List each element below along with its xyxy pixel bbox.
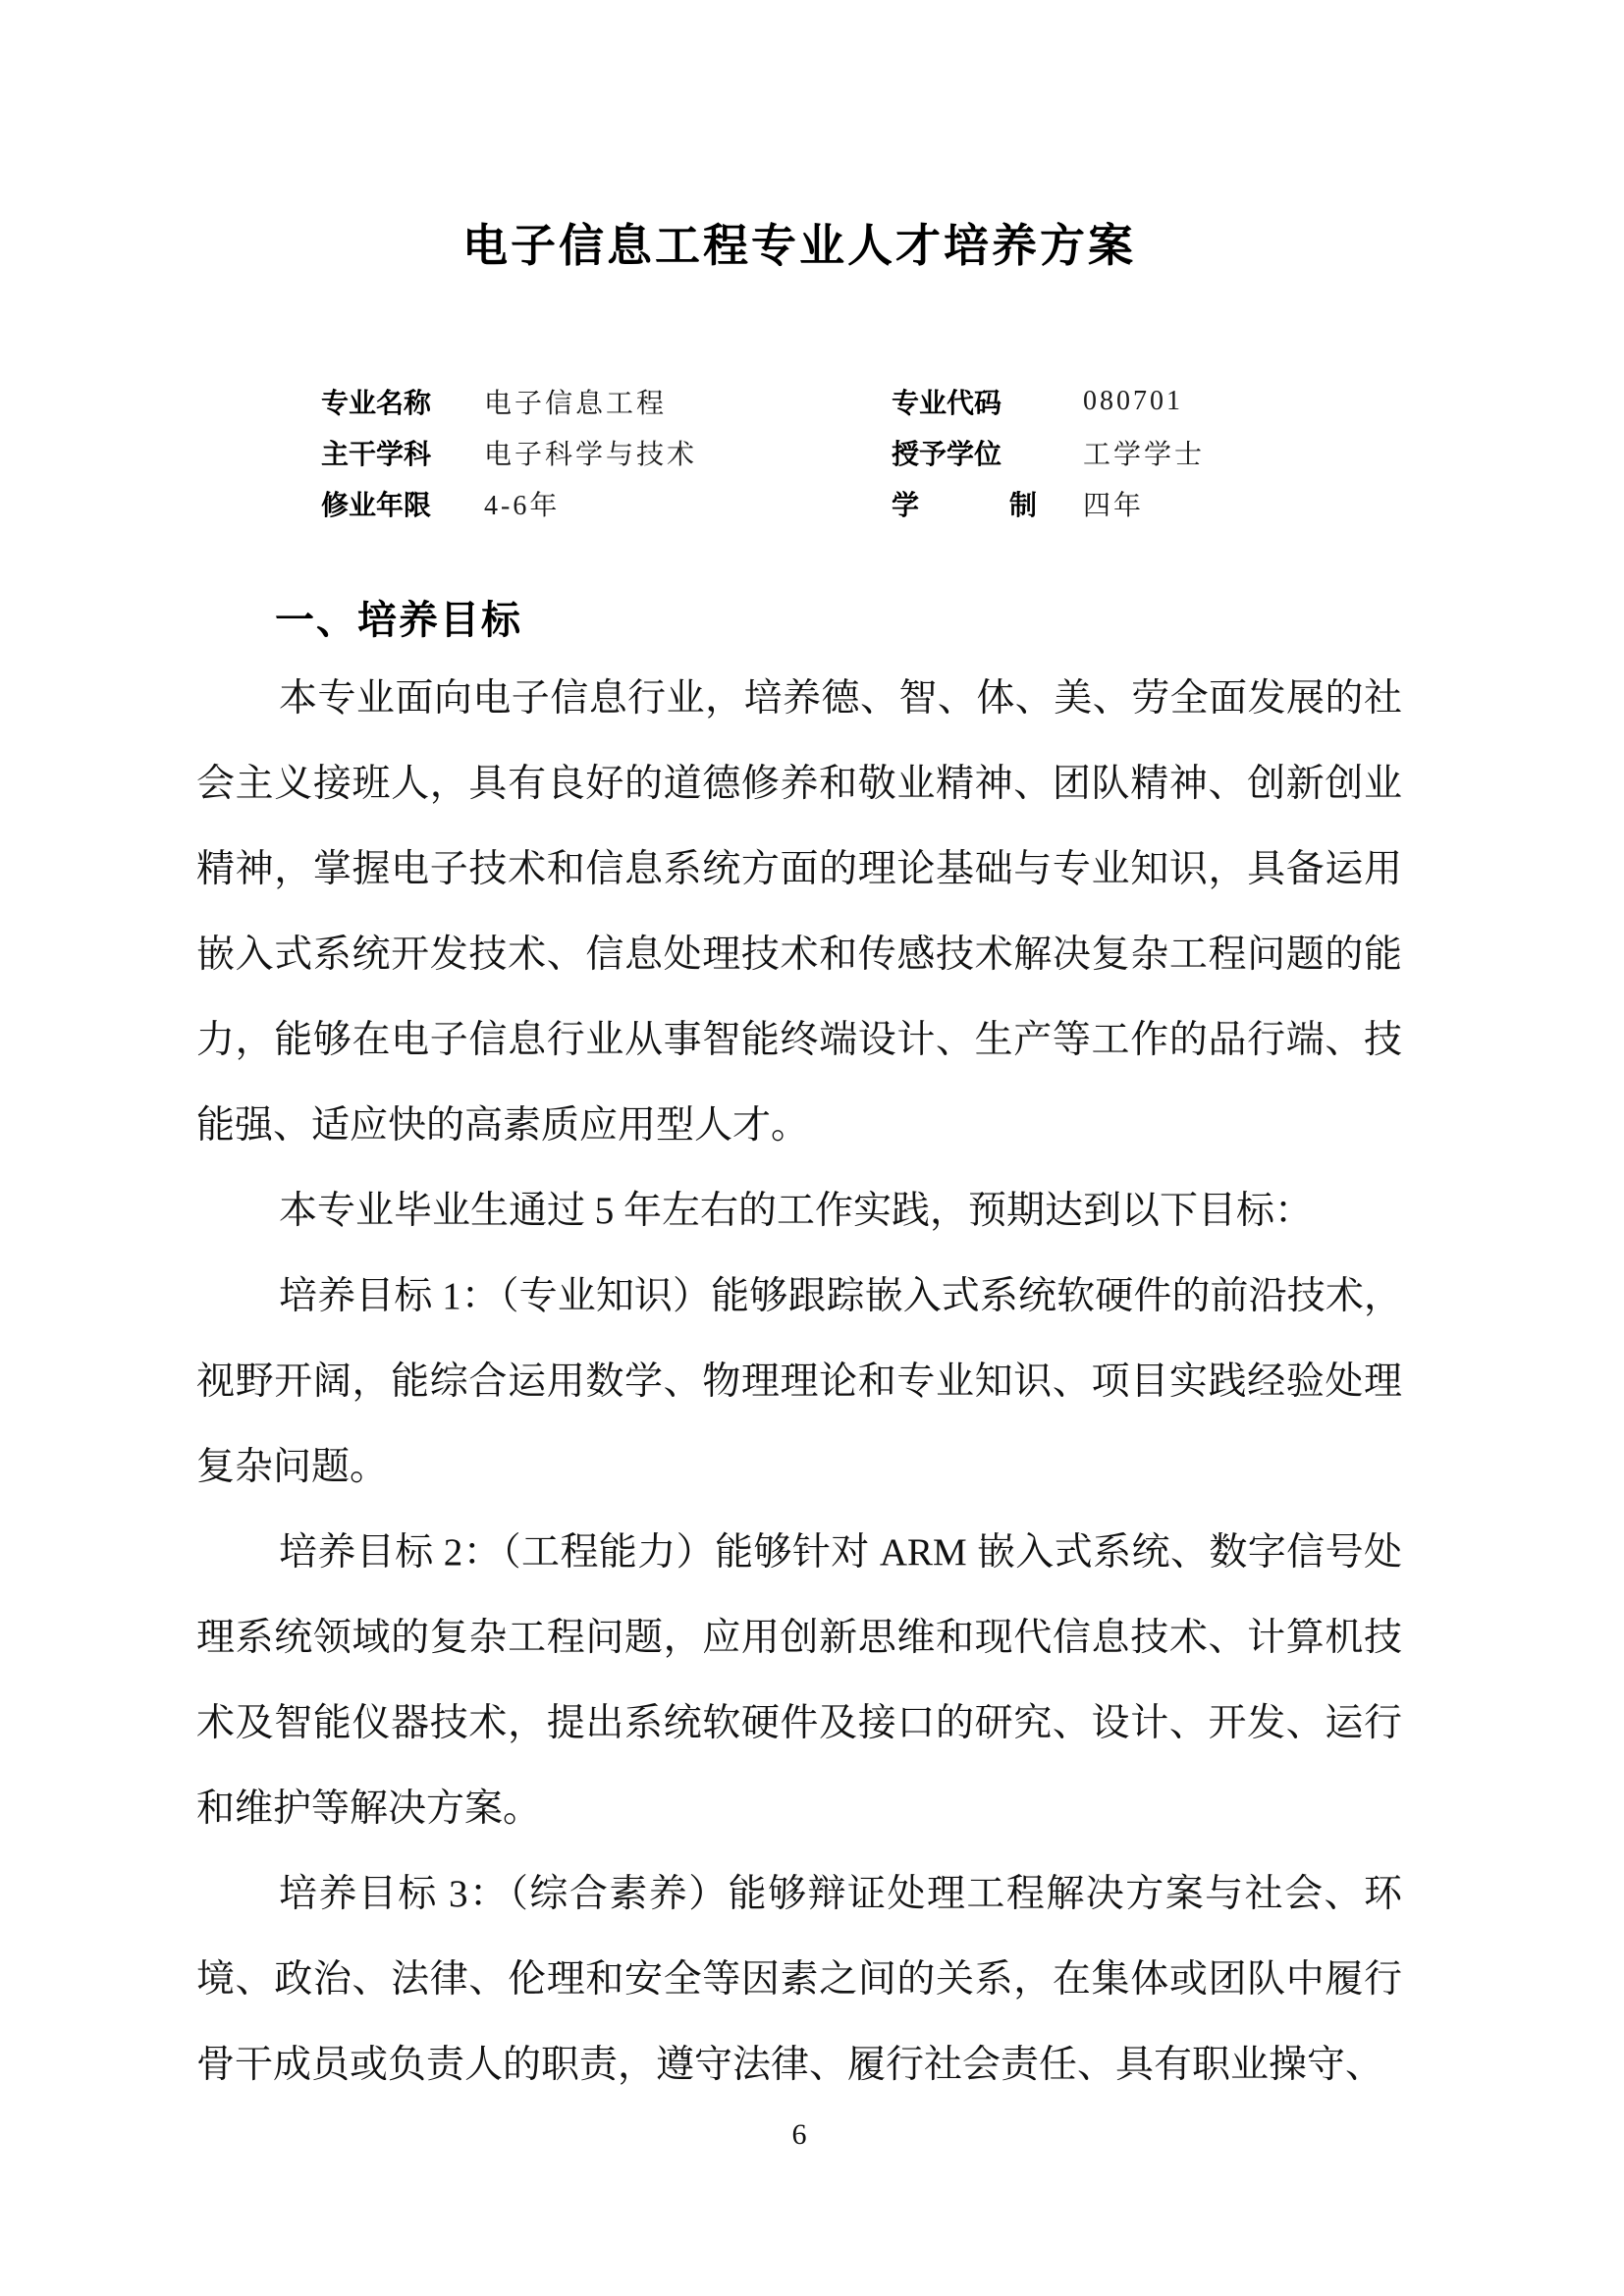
paragraph-graduate-expectation: 本专业毕业生通过 5 年左右的工作实践，预期达到以下目标：: [279, 1190, 1314, 1232]
info-label-schooling-length: [892, 484, 1083, 523]
info-label-major-code: 专业代码: [892, 388, 1002, 418]
section-heading-training-objectives: 一、培养目标: [275, 598, 522, 642]
info-value-degree: 工学学士: [1083, 440, 1206, 470]
info-label-schooling-length-text: 学制: [892, 490, 1037, 520]
document-title: 电子信息工程专业人才培养方案: [462, 220, 1136, 271]
info-value-major-code: 080701: [1083, 386, 1183, 416]
info-label-core-discipline: 主干学科: [321, 439, 432, 469]
major-info-table: [321, 376, 1205, 529]
info-label-study-years: 修业年限: [321, 490, 432, 520]
info-label-major-name: 专业名称: [321, 388, 432, 418]
info-value-study-years: 4-6年: [484, 491, 561, 521]
section-body: [196, 656, 1402, 2108]
info-label-degree: 授予学位: [892, 439, 1002, 469]
page-number: 6: [791, 2118, 807, 2151]
paragraph-objective-3: 培养目标 3：（综合素养）能够辩证处理工程解决方案与社会、环境、政治、法律、伦理和安全等因素之间的关系，在集体或团队中履行骨干成员或负责人的职责，遵守法律、履行社会责任、具有职业操守、: [196, 1873, 1402, 2086]
paragraph-overview: 本专业面向电子信息行业，培养德、智、体、美、劳全面发展的社会主义接班人，具有良好的道德修养和敬业精神、团队精神、创新创业精神，掌握电子技术和信息系统方面的理论基础与专业知识，具备运用嵌入式系统开发技术、信息处理技术和传感技术解决复杂工程问题的能力，能够在电子信息行业从事智能终端设计、生产等工作的品行端、技能强、适应快的高素质应用型人才。: [196, 677, 1402, 1147]
info-value-major-name: 电子信息工程: [484, 389, 668, 419]
paragraph-objective-2: 培养目标 2：（工程能力）能够针对 ARM 嵌入式系统、数字信号处理系统领域的复杂工程问题，应用创新思维和现代信息技术、计算机技术及智能仪器技术，提出系统软硬件及接口的研究、设计、开发、运行和维护等解决方案。: [196, 1531, 1402, 1830]
info-value-schooling-length: 四年: [1083, 491, 1145, 521]
info-value-core-discipline: 电子科学与技术: [484, 440, 698, 470]
paragraph-objective-1: 培养目标 1：（专业知识）能够跟踪嵌入式系统软硬件的前沿技术，视野开阔，能综合运用数学、物理理论和专业知识、项目实践经验处理复杂问题。: [196, 1275, 1402, 1488]
